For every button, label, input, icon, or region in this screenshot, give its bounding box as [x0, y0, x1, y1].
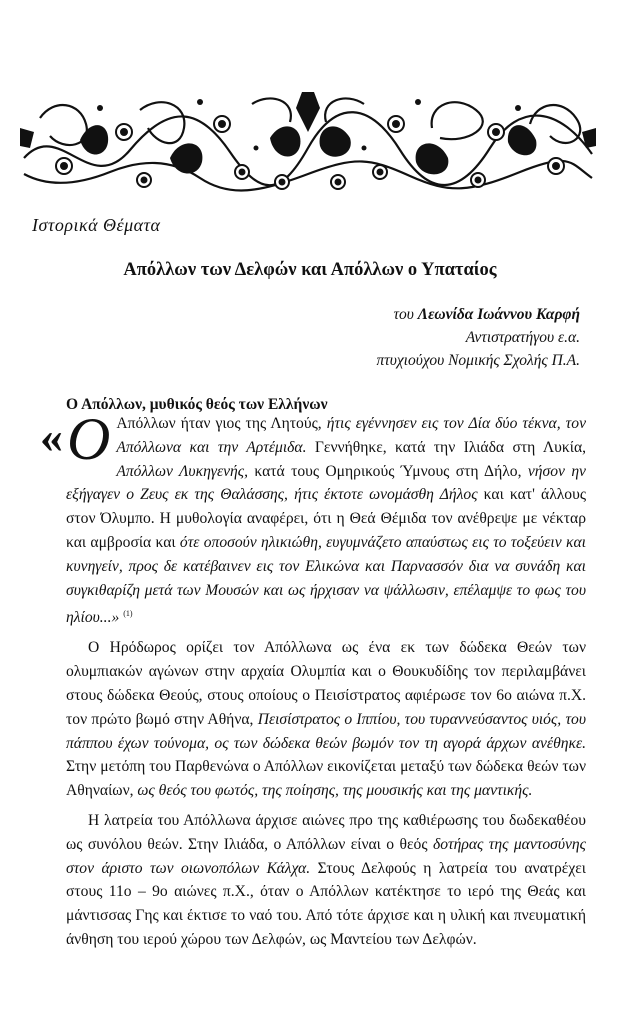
- article-title: Απόλλων των Δελφών και Απόλλων ο Υπαταίος: [123, 260, 497, 280]
- opening-quote-mark: «: [40, 411, 63, 462]
- section-subheading: Ο Απόλλων, μυθικός θεός των Ελλήνων: [66, 396, 328, 413]
- paragraph-3: [66, 809, 586, 952]
- p2-text-b: Στην μετόπη του Παρθενώνα ο Απόλλων εικονίζεται μεταξύ των δώδεκα θεών των Αθηναίων,: [66, 758, 586, 800]
- p1-italic-d: ότε οποσούν ηλικιώθη, ευγυμνάζετο απαύστως εις το τοξεύειν και κυνηγείν, προς δε κατέβαινεν εις τον Ελικώνα και Παρνασσόν δια να συνάδη και συγκιθαρίζη μετά των Μουσών και ως ήρχισαν να ψάλλωσιν, επέλαμψε το φως του ηλίου...»: [66, 533, 586, 627]
- p1-text-a: Απόλλων ήταν γιος της Λητούς,: [116, 415, 327, 432]
- paragraph-2: [66, 636, 586, 803]
- author-name: Λεωνίδα Ιωάννου Καρφή: [417, 306, 580, 323]
- p2-italic-b: ως θεός του φωτός, της ποίησης, της μουσικής και της μαντικής.: [137, 782, 533, 800]
- author-rank: Αντιστρατήγου ε.α.: [465, 329, 580, 346]
- author-prefix: του: [393, 306, 414, 323]
- footnote-ref: (1): [123, 609, 133, 619]
- p1-text-d: και κατ' άλλους στον Όλυμπο. Η μυθολογία αναφέρει, ότι η Θεά Θέμιδα τον ανέθρεψε με νέκταρ και αμβροσία και: [66, 486, 587, 551]
- p3-text-a: Η λατρεία του Απόλλωνα άρχισε αιώνες προ της καθιέρωσης του δωδεκαθέου ως συνόλου θεών. Στην Ιλιάδα, ο Απόλλων είναι ο θεός: [66, 811, 586, 853]
- p2-text-a: Ο Ηρόδωρος ορίζει τον Απόλλωνα ως ένα εκ των δώδεκα Θεών των ολυμπιακών αγώνων στην αρχαία Ολυμπία και ο Θουκυδίδης τον περιλαμβάνει στους δώδεκα Θεούς, στους οποίους ο Πεισίστρατος αφιέρωσε τον 6ο αιώνα π.Χ. τον πρώτο βωμό στην Αθήνα,: [66, 639, 586, 728]
- p2-italic-a: Πεισίστρατος ο Ιππίου, του τυραννεύσαντος υιός, του πάππου έχων τούνομα, ος των δώδεκα θεών βωμόν τον τη αγορά άρχων ανέθηκε.: [66, 710, 586, 752]
- p1-italic-a: ήτις εγέννησεν εις τον Δία δύο τέκνα, τον Απόλλωνα και την Αρτέμιδα.: [116, 415, 586, 456]
- drop-cap: Ο: [67, 406, 111, 472]
- author-degree: πτυχιούχου Νομικής Σχολής Π.Α.: [376, 352, 580, 369]
- p3-italic-a: δοτήρας της μαντοσύνης στον άριστο των οιωνοπόλων Κάλχα.: [66, 835, 586, 877]
- p1-italic-c: νήσον ην εξήγαγεν ο Ζευς εκ της Θαλάσσης, ήτις έκτοτε ωνομάσθη Δήλος: [66, 462, 586, 504]
- author-line: [376, 303, 580, 326]
- article-body: [40, 406, 587, 958]
- paragraph-1: [40, 406, 587, 630]
- p1-italic-b: Απόλλων Λυκηγενής,: [116, 462, 248, 480]
- p3-text-b: Στους Δελφούς η λατρεία του ανατρέχει στους 11ο – 9ο αιώνες π.Χ., όταν ο Απόλλων κατέκτησε το ιερό της Θεάς και μάντισσας Γης και έκτισε το ναό του. Από τότε άρχισε και η υλική και πνευματική άνθηση του ιερού χώρου των Δελφών, ως Μαντείου των Δελφών.: [66, 859, 586, 948]
- p1-text-c: κατά τους Ομηρικούς Ύμνους στη Δήλο,: [247, 462, 528, 480]
- p1-text-b: Γεννήθηκε, κατά την Ιλιάδα στη Λυκία,: [306, 438, 587, 456]
- section-label: Ιστορικά Θέματα: [32, 215, 161, 235]
- decorative-floral-border: [20, 88, 596, 200]
- byline: [376, 303, 580, 372]
